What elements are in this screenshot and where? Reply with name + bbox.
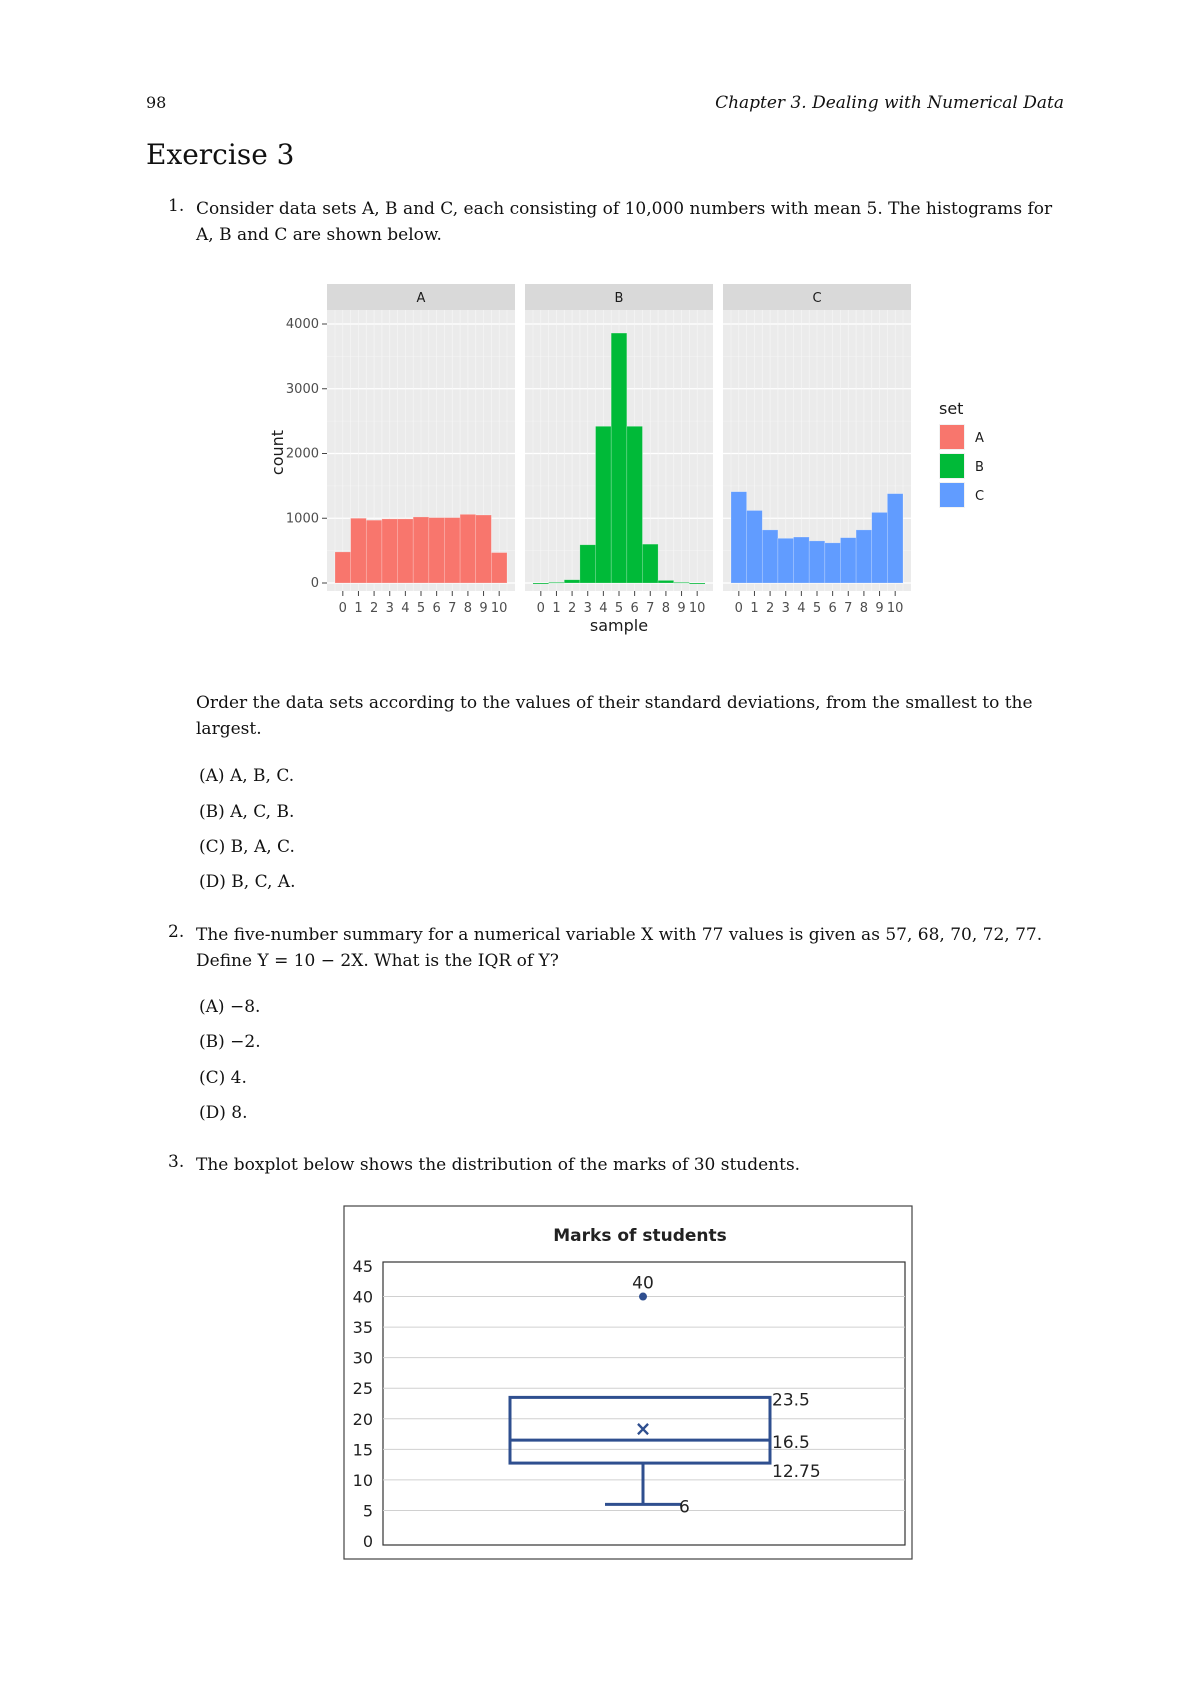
legend-swatch-B	[940, 454, 964, 478]
histogram-bar-A	[398, 519, 414, 583]
label-median: 16.5	[772, 1433, 810, 1454]
question-3-text: The boxplot below shows the distribution of the marks of 30 students.	[196, 1155, 801, 1175]
outlier-point	[639, 1293, 647, 1301]
question-1-option-d: (D) B, C, A.	[199, 872, 296, 892]
y-tick-label: 0	[362, 1532, 373, 1551]
y-tick-label: 40	[352, 1287, 373, 1307]
x-tick-label: 2	[369, 601, 379, 616]
x-tick-label: 9	[875, 601, 884, 616]
x-tick-label: 0	[734, 601, 743, 616]
legend-label-A: A	[975, 431, 984, 446]
histogram-bar-C	[887, 494, 903, 583]
question-2-number: 2.	[168, 922, 185, 942]
x-tick-label: 4	[599, 601, 608, 616]
question-2-option-b: (B) −2.	[199, 1032, 261, 1052]
label-outlier: 40	[632, 1273, 654, 1294]
y-tick-label: 20	[352, 1409, 373, 1429]
histogram-bar-B	[596, 426, 612, 583]
y-tick-label: 35	[352, 1318, 373, 1338]
question-1-option-c: (C) B, A, C.	[199, 837, 295, 857]
y-tick-label: 15	[352, 1440, 373, 1460]
x-axis-title: sample	[589, 616, 649, 635]
running-head: Chapter 3. Dealing with Numerical Data	[715, 93, 1064, 113]
x-tick-label: 3	[385, 601, 394, 616]
question-2-option-d: (D) 8.	[199, 1103, 248, 1123]
histogram-figure	[255, 278, 985, 650]
histogram-bar-A	[335, 552, 351, 583]
histogram-bar-B	[689, 583, 705, 584]
question-1-number: 1.	[168, 196, 185, 216]
y-tick-label: 1000	[285, 511, 319, 527]
facet-label-C: C	[812, 291, 822, 306]
histogram-bar-C	[872, 512, 888, 583]
question-1-option-a: (A) A, B, C.	[199, 766, 295, 786]
y-tick-label: 25	[352, 1379, 373, 1399]
y-tick-label: 2000	[285, 446, 319, 462]
boxplot-figure	[343, 1205, 913, 1560]
histogram-bar-A	[413, 517, 429, 583]
histogram-bar-C	[762, 530, 778, 583]
x-tick-label: 1	[750, 601, 759, 616]
x-tick-label: 8	[859, 601, 869, 616]
question-1-option-b: (B) A, C, B.	[199, 802, 295, 822]
y-tick-label: 45	[352, 1257, 373, 1276]
facet-label-B: B	[614, 291, 624, 306]
histogram-bar-B	[627, 426, 643, 583]
x-tick-label: 9	[479, 601, 488, 616]
legend-swatch-A	[940, 425, 964, 449]
x-tick-label: 5	[614, 601, 624, 616]
question-1-text: Consider data sets A, B and C, each consisting of 10,000 numbers with mean 5. The histograms for A, B and C are shown below.	[196, 199, 1053, 245]
histogram-bar-C	[794, 537, 810, 583]
y-tick-label: 10	[352, 1470, 373, 1490]
legend-label-B: B	[975, 460, 984, 475]
histogram-bar-B	[674, 582, 690, 583]
y-tick-label: 3000	[285, 381, 319, 397]
histogram-bar-B	[658, 580, 674, 583]
legend-title: set	[939, 399, 964, 418]
x-tick-label: 1	[354, 601, 363, 616]
y-tick-label: 0	[310, 576, 319, 591]
histogram-bar-A	[460, 514, 476, 583]
x-tick-label: 0	[536, 601, 545, 616]
histogram-bar-A	[382, 519, 398, 583]
x-tick-label: 2	[567, 601, 577, 616]
x-tick-label: 7	[646, 601, 655, 616]
question-2-option-c: (C) 4.	[199, 1068, 247, 1088]
histogram-bar-C	[731, 492, 747, 583]
histogram-bar-B	[642, 544, 658, 583]
x-tick-label: 0	[338, 601, 347, 616]
x-tick-label: 3	[781, 601, 790, 616]
x-tick-label: 6	[432, 601, 441, 616]
histogram-bar-C	[825, 543, 841, 583]
x-tick-label: 8	[463, 601, 473, 616]
legend-label-C: C	[975, 489, 985, 504]
y-tick-label: 30	[352, 1348, 373, 1368]
facet-label-A: A	[416, 291, 426, 306]
histogram-bar-A	[444, 518, 460, 583]
question-1-followup: Order the data sets according to the values of their standard deviations, from the smallest to the largest.	[196, 693, 1033, 739]
x-tick-label: 7	[844, 601, 853, 616]
page-number: 98	[146, 93, 167, 112]
histogram-bar-A	[351, 518, 367, 583]
x-tick-label: 1	[552, 601, 561, 616]
x-tick-label: 5	[416, 601, 426, 616]
exercise-title: Exercise 3	[146, 138, 295, 171]
histogram-bar-C	[778, 538, 794, 583]
histogram-bar-B	[564, 580, 580, 583]
x-tick-label: 7	[448, 601, 457, 616]
x-tick-label: 4	[401, 601, 410, 616]
x-tick-label: 6	[828, 601, 837, 616]
x-tick-label: 9	[677, 601, 686, 616]
y-tick-label: 5	[362, 1501, 373, 1521]
x-tick-label: 10	[490, 601, 508, 616]
histogram-bar-B	[533, 583, 549, 584]
x-tick-label: 6	[630, 601, 639, 616]
histogram-bar-C	[747, 510, 763, 583]
histogram-bar-B	[580, 545, 596, 583]
histogram-bar-A	[491, 553, 507, 583]
mean-marker: ×	[634, 1416, 652, 1441]
x-tick-label: 10	[688, 601, 706, 616]
question-2-text: The five-number summary for a numerical variable X with 77 values is given as 57, 68, 70, 72, 77. Define Y = 10 − 2X. What is the IQR of Y?	[196, 925, 1043, 971]
label-q3: 23.5	[772, 1390, 810, 1411]
x-tick-label: 4	[797, 601, 806, 616]
x-tick-label: 2	[765, 601, 775, 616]
x-tick-label: 8	[661, 601, 671, 616]
x-tick-label: 3	[583, 601, 592, 616]
chart-title: Marks of students	[553, 1226, 727, 1246]
histogram-bar-B	[549, 582, 565, 583]
x-tick-label: 10	[886, 601, 904, 616]
y-axis-title: count	[268, 429, 287, 476]
histogram-bar-C	[840, 538, 856, 583]
y-tick-label: 4000	[285, 317, 319, 332]
histogram-bar-A	[429, 518, 445, 583]
histogram-bar-A	[366, 520, 382, 583]
legend-swatch-C	[940, 483, 964, 507]
histogram-bar-C	[856, 530, 872, 583]
question-3-number: 3.	[168, 1152, 185, 1172]
question-2-option-a: (A) −8.	[199, 997, 261, 1017]
chart-frame	[344, 1206, 912, 1559]
label-min: 6	[679, 1497, 690, 1518]
histogram-bar-B	[611, 333, 627, 583]
histogram-bar-C	[809, 541, 825, 583]
histogram-bar-A	[476, 515, 492, 583]
label-q1: 12.75	[772, 1462, 821, 1483]
x-tick-label: 5	[812, 601, 822, 616]
